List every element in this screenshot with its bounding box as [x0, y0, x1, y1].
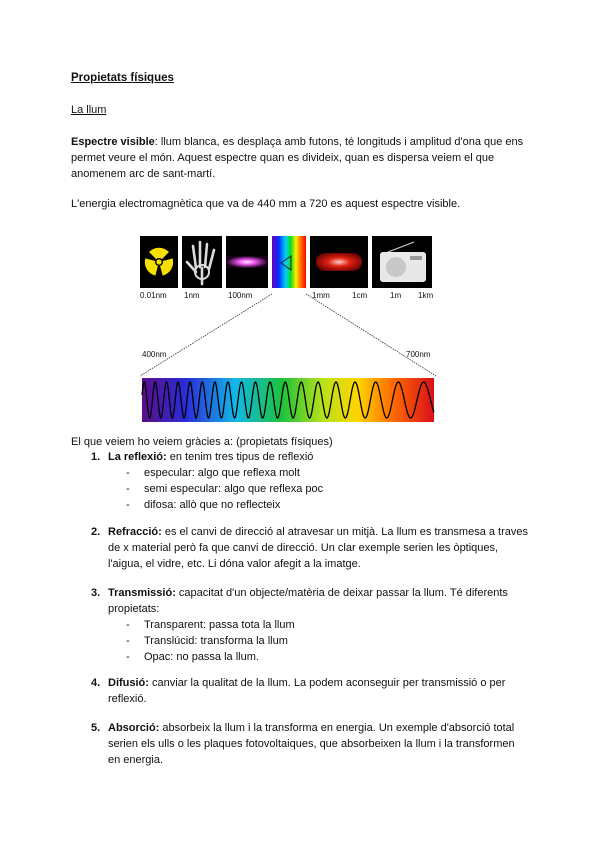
item-text	[108, 524, 528, 572]
wavelength-start-label: 400nm	[142, 350, 167, 359]
item-term: Transmissió:	[108, 587, 176, 599]
scale-label: 1m	[390, 291, 402, 300]
item-text	[108, 585, 528, 617]
item-text	[108, 449, 528, 465]
item-text	[108, 675, 528, 707]
zoom-line-right	[306, 294, 436, 376]
sub-item-text: Translúcid: transforma la llum	[144, 635, 288, 647]
sub-item: - semi especular: algo que reflexa poc	[126, 483, 324, 495]
infrared-bar-icon	[316, 253, 362, 271]
item-number: 5.	[91, 722, 101, 734]
intro-text: : llum blanca, es desplaça amb futons, té longituds i amplitud d'ona que ens permet veure el món. Aquest espectre quan es divideix, quan es dispersa veiem el que anomenem arc de sant-martí.	[71, 136, 524, 180]
wavelength-end-label: 700nm	[406, 350, 431, 359]
item-description: canviar la qualitat de la llum. La podem aconseguir per transmissió o per reflexió.	[108, 677, 506, 705]
sub-item-text: semi especular: algo que reflexa poc	[144, 483, 324, 495]
sub-item: - especular: algo que reflexa molt	[126, 467, 300, 479]
intro-paragraph	[71, 134, 541, 182]
energy-paragraph: L'energia electromagnètica que va de 440 mm a 720 es aquest espectre visible.	[71, 198, 461, 210]
item-description: en tenim tres tipus de reflexió	[166, 451, 314, 463]
item-description: absorbeix la llum i la transforma en energia. Un exemple d'absorció total serien els ulls o les plaques fotovoltaiques, que absorbeixen la llum i la transformen en energia.	[108, 722, 515, 766]
item-number: 4.	[91, 677, 101, 689]
spectrum-figure	[138, 236, 440, 424]
scale-label: 1nm	[184, 291, 200, 300]
item-term: Absorció:	[108, 722, 160, 734]
scale-label: 0.01nm	[140, 291, 167, 300]
scale-label: 100nm	[228, 291, 253, 300]
spectrum-svg	[138, 236, 440, 424]
sub-item: - Opac: no passa la llum.	[126, 651, 259, 663]
item-term: La reflexió:	[108, 451, 167, 463]
uv-tube-icon	[226, 256, 268, 268]
sub-item-text: difosa: allò que no reflecteix	[144, 499, 281, 511]
scale-label: 1km	[418, 291, 434, 300]
section-subtitle: La llum	[71, 104, 107, 116]
item-term: Difusió:	[108, 677, 149, 689]
sub-item: - difosa: allò que no reflecteix	[126, 499, 281, 511]
item-number: 3.	[91, 587, 101, 599]
item-description: es el canvi de direcció al atravesar un mitjà. La llum es transmesa a traves de x material però fa que canvi de direcció. Un clar exemple serien les òptiques, l'aigua, el vidre, etc. Li dóna valor afegit a la imatge.	[108, 526, 529, 570]
item-description: capacitat d'un objecte/matèria de deixar passar la llum. Té diferents propietats:	[108, 587, 508, 615]
sub-item-text: Opac: no passa la llum.	[144, 651, 259, 663]
scale-label: 1mm	[312, 291, 330, 300]
sub-item-text: Transparent: passa tota la llum	[144, 619, 295, 631]
sub-item: - Transparent: passa tota la llum	[126, 619, 295, 631]
intro-term: Espectre visible	[71, 136, 155, 148]
sub-item-text: especular: algo que reflexa molt	[144, 467, 300, 479]
list-intro: El que veiem ho veiem gràcies a: (propietats físiques)	[71, 436, 333, 448]
item-number: 2.	[91, 526, 101, 538]
sub-item: - Translúcid: transforma la llum	[126, 635, 288, 647]
zoom-line-left	[140, 294, 272, 376]
scale-label: 1cm	[352, 291, 368, 300]
item-term: Refracció:	[108, 526, 162, 538]
visible-spectrum-band	[142, 378, 434, 422]
visible-tile	[272, 236, 306, 288]
item-number: 1.	[91, 451, 101, 463]
page-title: Propietats físiques	[71, 72, 174, 84]
item-text	[108, 720, 528, 768]
